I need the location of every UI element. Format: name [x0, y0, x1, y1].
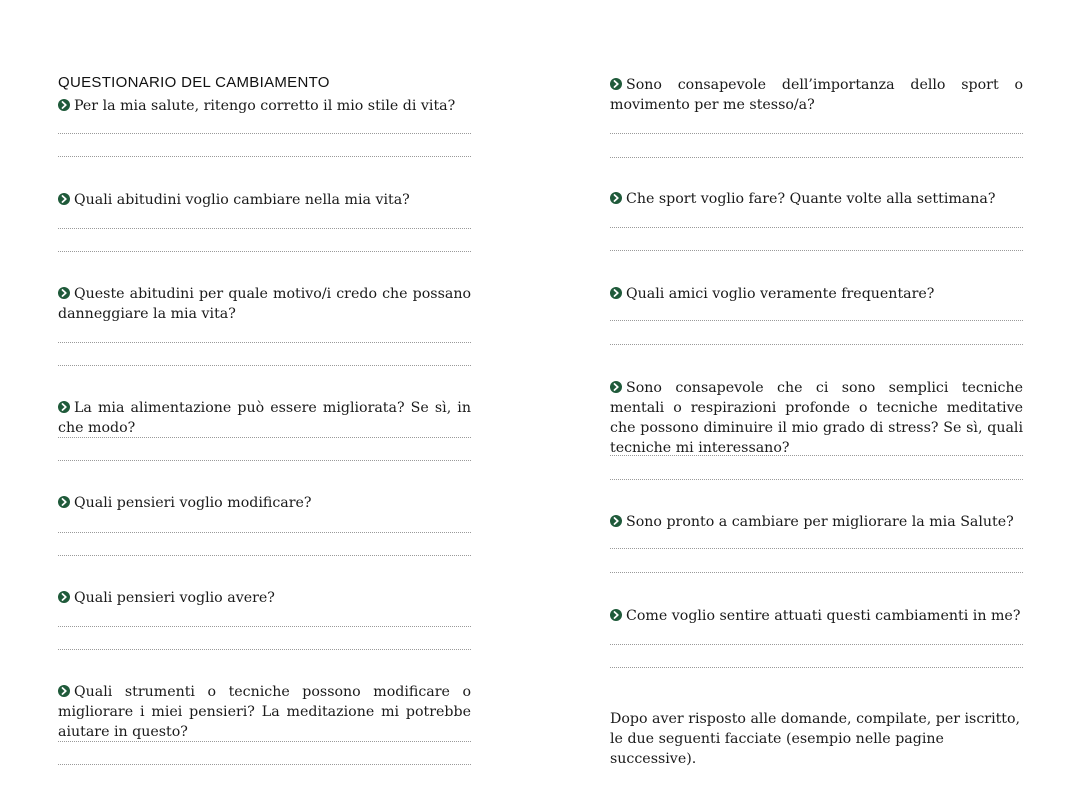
chevron-right-circle-icon — [58, 193, 70, 205]
answer-line[interactable] — [58, 437, 471, 438]
answer-line[interactable] — [610, 133, 1023, 134]
question-left-2: Quali abitudini voglio cambiare nella mia vita? — [58, 190, 471, 210]
answer-line[interactable] — [610, 157, 1023, 158]
answer-line[interactable] — [610, 344, 1023, 345]
answer-line[interactable] — [610, 250, 1023, 251]
answer-line[interactable] — [58, 764, 471, 765]
answer-line[interactable] — [610, 455, 1023, 456]
answer-line[interactable] — [58, 555, 471, 556]
chevron-right-circle-icon — [58, 401, 70, 413]
chevron-right-circle-icon — [58, 685, 70, 697]
question-left-4: La mia alimentazione può essere migliorata? Se sì, in che modo? — [58, 400, 471, 436]
chevron-right-circle-icon — [58, 99, 70, 111]
answer-line[interactable] — [610, 667, 1023, 668]
question-right-5: Sono pronto a cambiare per migliorare la mia Salute? — [610, 512, 1023, 532]
chevron-right-circle-icon — [58, 287, 70, 299]
answer-line[interactable] — [58, 342, 471, 343]
answer-line[interactable] — [58, 365, 471, 366]
chevron-right-circle-icon — [610, 609, 622, 621]
question-left-7: Quali strumenti o tecniche possono modificare o migliorare i miei pensieri? La meditazione mi potrebbe aiutare in questo? — [58, 684, 471, 740]
answer-line[interactable] — [58, 133, 471, 134]
answer-line[interactable] — [58, 649, 471, 650]
answer-line[interactable] — [610, 320, 1023, 321]
chevron-right-circle-icon — [610, 515, 622, 527]
answer-line[interactable] — [58, 156, 471, 157]
answer-line[interactable] — [58, 460, 471, 461]
answer-line[interactable] — [610, 479, 1023, 480]
chevron-right-circle-icon — [610, 287, 622, 299]
question-right-2: Che sport voglio fare? Quante volte alla settimana? — [610, 189, 1023, 209]
page-title: QUESTIONARIO DEL CAMBIAMENTO — [58, 74, 330, 91]
answer-line[interactable] — [610, 227, 1023, 228]
answer-line[interactable] — [58, 532, 471, 533]
chevron-right-circle-icon — [58, 591, 70, 603]
answer-line[interactable] — [58, 741, 471, 742]
answer-line[interactable] — [58, 228, 471, 229]
question-left-5: Quali pensieri voglio modificare? — [58, 493, 471, 513]
chevron-right-circle-icon — [58, 496, 70, 508]
question-left-3: Queste abitudini per quale motivo/i credo che possano danneggiare la mia vita? — [58, 286, 471, 322]
answer-line[interactable] — [610, 572, 1023, 573]
question-right-6: Come voglio sentire attuati questi cambiamenti in me? — [610, 606, 1023, 626]
chevron-right-circle-icon — [610, 192, 622, 204]
chevron-right-circle-icon — [610, 78, 622, 90]
question-right-1: Sono consapevole dell’importanza dello sport o movimento per me stesso/a? — [610, 77, 1023, 113]
answer-line[interactable] — [610, 548, 1023, 549]
question-left-1: Per la mia salute, ritengo corretto il mio stile di vita? — [58, 96, 471, 116]
answer-line[interactable] — [58, 626, 471, 627]
question-right-4: Sono consapevole che ci sono semplici tecniche mentali o respirazioni profonde o tecniche meditative che possono diminuire il mio grado di stress? Se sì, quali tecniche mi interessano? — [610, 380, 1023, 456]
answer-line[interactable] — [58, 251, 471, 252]
closing-note: Dopo aver risposto alle domande, compilate, per iscritto, le due seguenti facciate (esempio nelle pagine successive). — [610, 711, 1021, 767]
answer-line[interactable] — [610, 644, 1023, 645]
chevron-right-circle-icon — [610, 381, 622, 393]
question-right-3: Quali amici voglio veramente frequentare? — [610, 284, 1023, 304]
question-left-6: Quali pensieri voglio avere? — [58, 588, 471, 608]
